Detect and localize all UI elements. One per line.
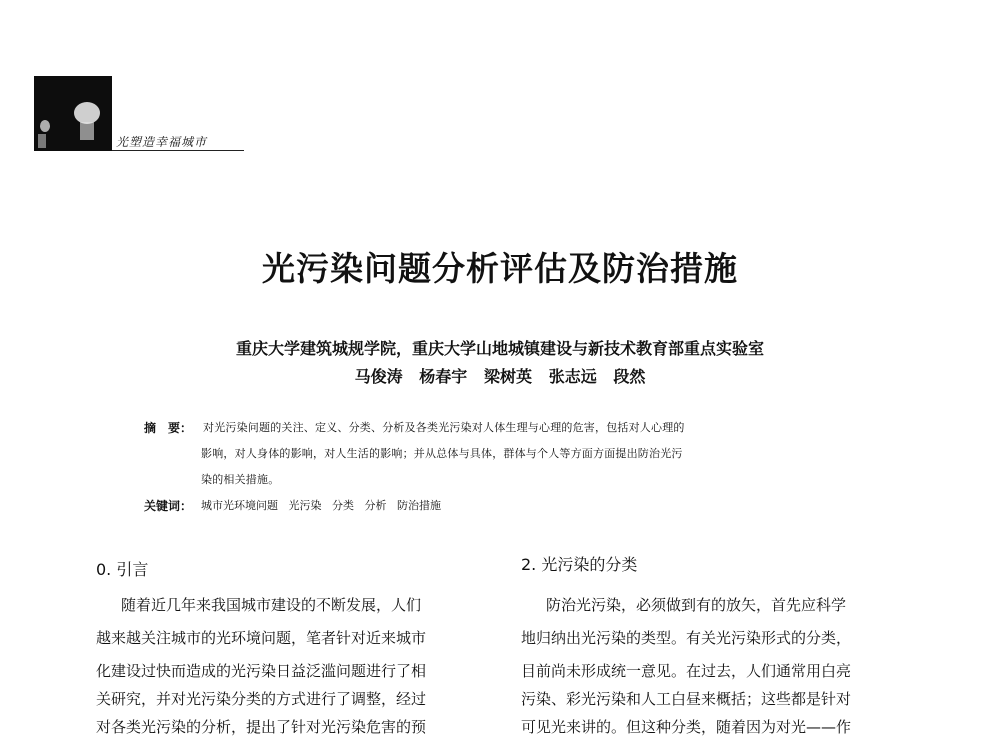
classification-paragraph-line: 可见光来讲的。但这种分类，随着因为对光——作 xyxy=(521,718,852,736)
intro-paragraph-line: 对各类光污染的分析，提出了针对光污染危害的预 xyxy=(96,718,427,736)
abstract-line: 染的相关措施。 xyxy=(201,473,280,486)
classification-paragraph-line: 地归纳出光污染的类型。有关光污染形式的分类， xyxy=(521,629,852,647)
section-heading-classification: 2. 光污染的分类 xyxy=(521,555,638,574)
keywords-label: 关键词： xyxy=(144,499,193,513)
intro-paragraph-line: 关研究，并对光污染分类的方式进行了调整，经过 xyxy=(96,690,427,708)
abstract-line: 影响，对人身体的影响，对人生活的影响；并从总体与具体，群体与个人等方面方面提出防治光污 xyxy=(201,447,683,460)
intro-paragraph-line: 化建设过快而造成的光污染日益泛滥问题进行了相 xyxy=(96,662,427,680)
abstract-line: 对光污染问题的关注、定义、分类、分析及各类光污染对人体生理与心理的危害，包括对人心理的 xyxy=(203,421,685,434)
keywords-text: 城市光环境问题 光污染 分类 分析 防治措施 xyxy=(201,499,441,512)
header-rule xyxy=(112,150,244,151)
classification-paragraph-line: 目前尚未形成统一意见。在过去，人们通常用白亮 xyxy=(521,662,852,680)
author-list: 马俊涛 杨春宇 梁树英 张志远 段然 xyxy=(354,367,646,386)
intro-paragraph-line: 随着近几年来我国城市建设的不断发展，人们 xyxy=(121,596,422,614)
classification-paragraph-line: 污染、彩光污染和人工白昼来概括；这些都是针对 xyxy=(521,690,852,708)
classification-paragraph-line: 防治光污染，必须做到有的放矢，首先应科学 xyxy=(546,596,847,614)
abstract-label: 摘 要： xyxy=(144,421,193,435)
journal-column-tag: 光塑造幸福城市 xyxy=(116,135,208,149)
intro-paragraph-line: 越来越关注城市的光环境问题，笔者针对近来城市 xyxy=(96,629,427,647)
section-heading-intro: 0. 引言 xyxy=(96,560,149,579)
article-title: 光污染问题分析评估及防治措施 xyxy=(262,249,738,288)
journal-logo-image xyxy=(34,76,112,151)
author-affiliation: 重庆大学建筑城规学院，重庆大学山地城镇建设与新技术教育部重点实验室 xyxy=(235,339,764,358)
